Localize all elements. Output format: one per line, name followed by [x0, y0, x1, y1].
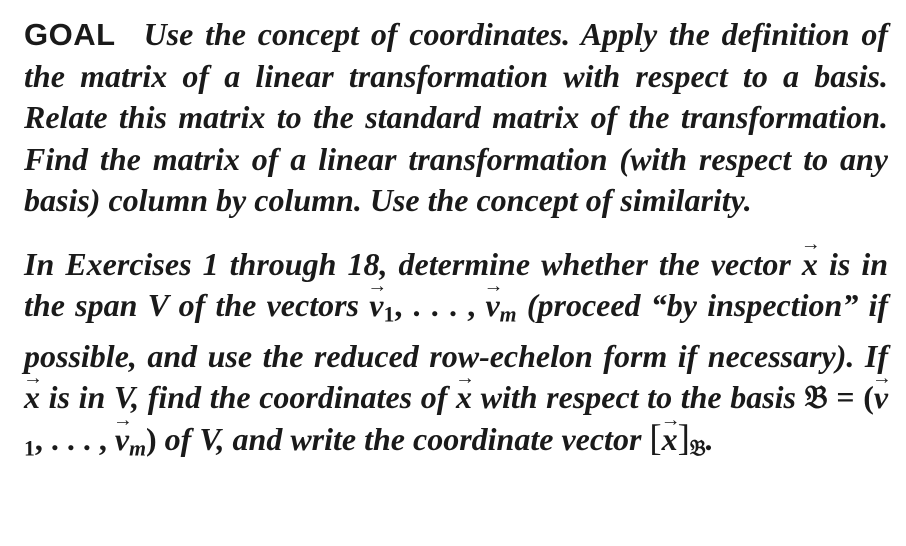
subscript-1: 1 — [383, 302, 395, 327]
close-paren: ) — [146, 420, 157, 457]
vector-x: → x — [802, 244, 818, 286]
instructions-part1: In Exercises 1 through 18, determine whether the vector — [24, 245, 791, 282]
basis-subscript: 𝔅 — [689, 436, 706, 462]
vector-v1-basis: → v — [874, 377, 888, 419]
instructions-part2: is in the span — [24, 245, 889, 323]
span-V-3: V — [199, 420, 217, 457]
exercise-instructions — [24, 244, 888, 470]
vector-x-3: → x — [456, 377, 472, 419]
instructions-part5: is in — [48, 379, 106, 416]
vector-vm-basis: → v — [115, 419, 129, 461]
instructions-part3: of the vectors — [178, 287, 360, 323]
span-V: V — [147, 287, 169, 323]
basis-symbol: 𝔅 — [804, 378, 828, 417]
goal-text: Use the concept of coordinates. Apply the definition of the matrix of a linear transformation with respect to a basis. Relate this matrix to the standard matrix of the transformation. Find the matrix of a linear transformation (with respect to any basis) column by column. Use the concept of similarity. — [24, 16, 888, 218]
vector-vm: → v — [485, 285, 499, 327]
instructions-part8: of — [164, 420, 192, 457]
vector-x-coord: → x — [662, 419, 678, 461]
instructions-part4: (proceed “by inspection” if possible, and use the reduced row-echelon form if necessary). If — [24, 287, 889, 374]
ellipsis-basis: , . . . , — [34, 420, 107, 457]
goal-paragraph — [24, 14, 888, 222]
vector-v1: → v — [369, 285, 383, 327]
goal-label: GOAL — [24, 17, 116, 52]
subscript-1-basis: 1 — [24, 436, 35, 461]
instructions-part7: with respect to the basis — [480, 379, 796, 416]
bracket-open: [ — [649, 416, 662, 458]
bracket-close: ] — [677, 416, 690, 458]
span-V-2: V — [113, 379, 132, 416]
final-period: . — [705, 420, 714, 457]
subscript-m-basis: m — [129, 436, 146, 461]
ellipsis: , . . . , — [394, 287, 476, 323]
textbook-excerpt — [24, 14, 888, 470]
vector-x-2: → x — [24, 377, 40, 419]
instructions-part9: , and write the coordinate vector — [216, 420, 642, 457]
equals-open-paren: = ( — [827, 379, 874, 416]
subscript-m: m — [499, 302, 517, 327]
instructions-part6: , find the coordinates of — [131, 379, 448, 416]
